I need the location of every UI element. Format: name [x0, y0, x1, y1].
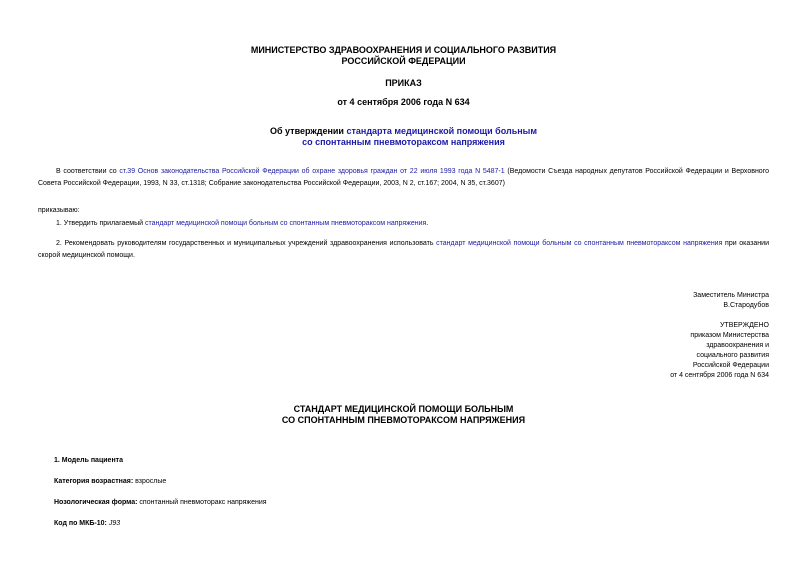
- order-item-1: [38, 218, 769, 230]
- item2-standard-link[interactable]: стандарт медицинской помощи больным со спонтанным пневмотораксом напряжения: [436, 240, 723, 247]
- doc-type: ПРИКАЗ: [385, 78, 422, 88]
- item1-text-before: 1. Утвердить прилагаемый: [56, 220, 145, 227]
- approval-line-1: приказом Министерства: [690, 332, 769, 339]
- nosology-value: спонтанный пневмоторакс напряжения: [137, 499, 267, 506]
- subject-prefix: Об утверждении: [269, 126, 347, 136]
- nosology-form: [54, 497, 267, 509]
- section-1-heading: 1. Модель пациента: [54, 457, 123, 464]
- standard-title-line-1: СТАНДАРТ МЕДИЦИНСКОЙ ПОМОЩИ БОЛЬНЫМ: [293, 404, 514, 414]
- section-patient-model: [54, 455, 123, 467]
- prikazyvayu: приказываю:: [38, 207, 80, 214]
- approval-line-4: Российской Федерации: [692, 362, 769, 369]
- preamble-text-before: В соответствии со: [56, 168, 120, 175]
- age-label: Категория возрастная:: [54, 478, 134, 485]
- signature-name: В.Стародубов: [723, 302, 769, 309]
- nosology-label: Нозологическая форма:: [54, 499, 138, 506]
- ministry-title: [0, 45, 807, 67]
- approval-line-2: здравоохранения и: [706, 342, 769, 349]
- age-value: взрослые: [133, 478, 167, 485]
- signature-block: [693, 291, 769, 311]
- item2-text-after: при оказании скорой медицинской помощи.: [38, 240, 769, 259]
- subject-link-1[interactable]: стандарта медицинской помощи больным: [346, 126, 538, 136]
- preamble-paragraph: [38, 166, 769, 190]
- ministry-line-1: МИНИСТЕРСТВО ЗДРАВООХРАНЕНИЯ И СОЦИАЛЬНОГО РАЗВИТИЯ: [250, 45, 557, 55]
- preamble-text-after: (Ведомости Съезда народных депутатов Российской Федерации и Верховного Совета Российской Федерации, 1993, N 33, ст.1318; Собрание законодательства Российской Федерации, 2003, N 2, ст.167; 2004, N 35, ст.3607): [38, 168, 769, 187]
- approval-line-3: социального развития: [696, 352, 769, 359]
- item1-standard-link[interactable]: стандарт медицинской помощи больным со спонтанным пневмотораксом напряжения: [144, 220, 427, 227]
- standard-title: [0, 404, 807, 426]
- mkb-label: Код по МКБ-10:: [54, 520, 107, 527]
- signature-position: Заместитель Министра: [693, 292, 769, 299]
- mkb-value: J93: [106, 520, 121, 527]
- approval-title: УТВЕРЖДЕНО: [719, 322, 769, 329]
- approval-block: [670, 321, 769, 381]
- preamble-law-link[interactable]: ст.39 Основ законодательства Российской Федерации об охране здоровья граждан от 22 июля 1993 года N 5487-1: [119, 168, 505, 175]
- order-item-2: [38, 238, 769, 262]
- doc-date: от 4 сентября 2006 года N 634: [337, 97, 470, 107]
- ministry-line-2: РОССИЙСКОЙ ФЕДЕРАЦИИ: [341, 56, 466, 66]
- subject-link-2[interactable]: со спонтанным пневмотораксом напряжения: [302, 137, 505, 147]
- item2-text-before: 2. Рекомендовать руководителям государственных и муниципальных учреждений здравоохранения использовать: [56, 240, 437, 247]
- standard-title-line-2: СО СПОНТАННЫМ ПНЕВМОТОРАКСОМ НАПРЯЖЕНИЯ: [281, 415, 526, 425]
- item1-text-after: .: [426, 220, 429, 227]
- doc-subject: [0, 126, 807, 148]
- mkb-code: [54, 518, 120, 530]
- approval-line-5: от 4 сентября 2006 года N 634: [670, 372, 769, 379]
- age-category: [54, 476, 166, 488]
